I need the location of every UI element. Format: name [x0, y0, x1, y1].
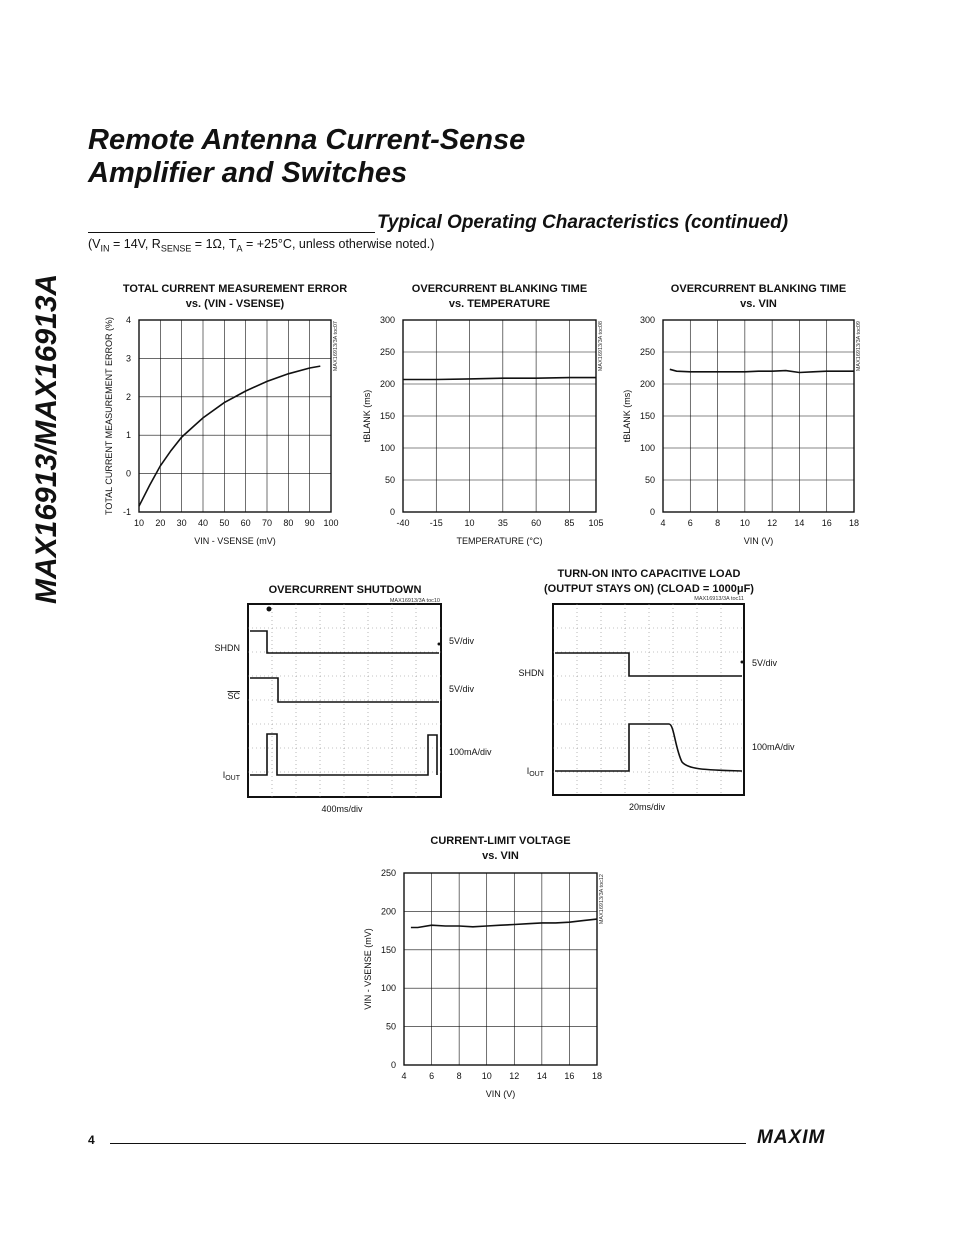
y-tick-label: 3 [125, 353, 131, 364]
y-tick-label: 2 [125, 391, 131, 402]
chart-grid [663, 320, 854, 512]
test-conditions: ($V_{IN} = 14V$, $R_{SENSE} = 1\Omega$, $T_A = +25^\circ C$, unless otherwise noted.) [88, 237, 435, 254]
chart-toc12 [360, 830, 610, 1105]
scope-grid [553, 604, 744, 795]
x-tick-label: 20 [155, 518, 166, 528]
y-tick-label: 250 [639, 347, 655, 357]
y-tick-label: 0 [389, 507, 395, 517]
data-series-line [139, 366, 320, 506]
data-series-line [403, 378, 596, 380]
x-tick-label: 35 [497, 518, 508, 528]
x-tick-label: 30 [176, 518, 187, 528]
section-title: Typical Operating Characteristics (continued) [377, 212, 789, 233]
channel-scale-iout: 100mA/div [752, 742, 795, 752]
x-axis-label: VIN (V) [743, 536, 774, 546]
chart-title-line-1: OVERCURRENT BLANKING TIME [670, 283, 847, 295]
maxim-logo: MAXIM [757, 1127, 826, 1148]
chart-grid [404, 873, 597, 1065]
page-number: 4 [88, 1133, 95, 1147]
scope-frame [553, 604, 744, 795]
plot-frame [139, 320, 331, 512]
scope-title-line-2: (OUTPUT STAYS ON) (CLOAD = 1000μF) [544, 583, 754, 595]
chart-title-line-1: OVERCURRENT BLANKING TIME [411, 283, 588, 295]
y-tick-label: 100 [379, 443, 395, 453]
chart-toc09 [620, 278, 870, 550]
x-axis-label: TEMPERATURE (°C) [456, 536, 543, 546]
trace-sc [250, 678, 439, 702]
page-title-line-1: Remote Antenna Current-Sense [88, 124, 526, 156]
scope-code: MAX16913/3A toc10 [389, 598, 440, 604]
x-tick-label: 18 [848, 518, 860, 528]
x-tick-label: 18 [591, 1071, 603, 1081]
y-tick-label: 200 [380, 906, 396, 917]
chart-toc08 [360, 278, 610, 550]
channel-scale-iout: 100mA/div [449, 747, 492, 757]
x-tick-label: 14 [536, 1071, 547, 1081]
y-tick-label: 300 [379, 315, 395, 325]
scope-toc11 [512, 562, 822, 818]
channel-label-shdn: SHDN [518, 668, 544, 678]
x-tick-label: 10 [739, 518, 750, 528]
y-tick-label: -1 [122, 507, 131, 517]
x-tick-label: 16 [821, 518, 832, 528]
channel-label-iout: $I_{OUT}$ [526, 766, 544, 778]
y-axis-label: tBLANK (ms) [622, 389, 632, 443]
x-tick-label: -40 [396, 518, 410, 528]
y-tick-label: 4 [125, 315, 131, 325]
trace-shdn [250, 631, 439, 653]
x-tick-label: 16 [564, 1071, 575, 1081]
x-tick-label: 6 [429, 1071, 435, 1081]
y-tick-label: 300 [639, 315, 655, 325]
x-axis-label: VIN - VSENSE (mV) [194, 536, 276, 546]
side-part-number: MAX16913/MAX16913A [30, 273, 63, 604]
y-tick-label: 0 [649, 507, 655, 517]
y-axis-label: tBLANK (ms) [362, 389, 372, 443]
x-tick-label: 12 [509, 1071, 520, 1081]
x-tick-label: 4 [401, 1071, 407, 1081]
page-title-line-2: Amplifier and Switches [88, 157, 408, 189]
chart-toc07 [100, 278, 348, 550]
x-tick-label: 70 [261, 518, 273, 528]
ch1-marker-icon [741, 661, 744, 664]
chart-title-line-2: vs. TEMPERATURE [448, 298, 551, 310]
y-tick-label: 250 [380, 868, 396, 878]
timebase: 20ms/div [628, 802, 666, 812]
y-tick-label: 200 [379, 379, 395, 389]
x-tick-label: 105 [588, 518, 604, 528]
x-tick-label: 12 [767, 518, 778, 528]
x-tick-label: 10 [133, 518, 145, 528]
trace-iout [250, 734, 437, 775]
x-tick-label: 4 [660, 518, 666, 528]
x-tick-label: -15 [429, 518, 443, 528]
y-tick-label: 150 [379, 411, 395, 421]
scope-title-line-1: TURN-ON INTO CAPACITIVE LOAD [557, 568, 741, 580]
chart-title-line-2: vs. VIN [740, 298, 777, 310]
channel-scale-sc: 5V/div [449, 684, 475, 694]
trace-shdn [555, 653, 742, 676]
trigger-marker-icon [267, 607, 272, 612]
chart-code: MAX16913/3A toc08 [598, 321, 604, 372]
x-tick-label: 60 [531, 518, 542, 528]
y-axis-label: TOTAL CURRENT MEASUREMENT ERROR (%) [104, 316, 114, 516]
x-tick-label: 85 [564, 518, 575, 528]
x-tick-label: 90 [304, 518, 315, 528]
scope-toc10 [210, 578, 510, 818]
y-tick-label: 100 [380, 983, 396, 994]
channel-scale-shdn: 5V/div [449, 636, 475, 646]
chart-title-line-2: vs. VIN [482, 850, 519, 862]
data-series-line [670, 369, 854, 372]
y-tick-label: 1 [125, 430, 131, 441]
chart-grid [403, 320, 596, 512]
page-title [88, 124, 525, 190]
chart-code: MAX16913/3A toc12 [599, 874, 605, 925]
chart-grid [139, 320, 331, 512]
x-tick-label: 40 [197, 518, 209, 528]
chart-title-line-1: TOTAL CURRENT MEASUREMENT ERROR [122, 283, 348, 295]
x-tick-label: 80 [283, 518, 294, 528]
x-tick-label: 100 [323, 518, 339, 528]
scope-code: MAX16913/3A toc11 [694, 596, 744, 602]
y-tick-label: 50 [384, 475, 395, 485]
x-tick-label: 6 [687, 518, 693, 528]
channel-label-shdn: SHDN [214, 643, 240, 653]
channel-label-iout: $I_{OUT}$ [222, 770, 240, 782]
y-tick-label: 0 [125, 468, 131, 479]
section-rule [88, 232, 375, 233]
x-tick-label: 50 [219, 518, 230, 528]
timebase: 400ms/div [321, 804, 363, 814]
y-tick-label: 50 [644, 475, 655, 485]
scope-title: OVERCURRENT SHUTDOWN [268, 584, 422, 596]
footer-rule [110, 1143, 746, 1144]
x-tick-label: 8 [715, 518, 721, 528]
chart-title-line-1: CURRENT-LIMIT VOLTAGE [430, 835, 571, 847]
y-tick-label: 200 [639, 379, 655, 389]
data-series-line [411, 919, 597, 927]
chart-title-line-2: vs. (VIN - VSENSE) [185, 298, 285, 310]
channel-scale-shdn: 5V/div [752, 658, 778, 668]
chart-code: MAX16913/3A toc07 [333, 321, 339, 372]
x-tick-label: 10 [481, 1071, 492, 1081]
x-tick-label: 60 [240, 518, 251, 528]
y-tick-label: 0 [390, 1060, 396, 1070]
plot-frame [404, 873, 597, 1065]
chart-code: MAX16913/3A toc09 [856, 321, 862, 372]
y-axis-label: VIN - VSENSE (mV) [363, 928, 373, 1010]
channel-label-sc: SC [227, 691, 240, 701]
x-tick-label: 14 [794, 518, 805, 528]
x-tick-label: 8 [456, 1071, 462, 1081]
y-tick-label: 150 [380, 944, 396, 955]
y-tick-label: 150 [639, 411, 655, 421]
x-tick-label: 10 [464, 518, 475, 528]
y-tick-label: 50 [385, 1021, 396, 1032]
y-tick-label: 100 [639, 443, 655, 453]
trace-iout [555, 724, 742, 771]
ch1-marker-icon [438, 643, 441, 646]
y-tick-label: 250 [379, 347, 395, 357]
x-axis-label: VIN (V) [485, 1089, 516, 1099]
